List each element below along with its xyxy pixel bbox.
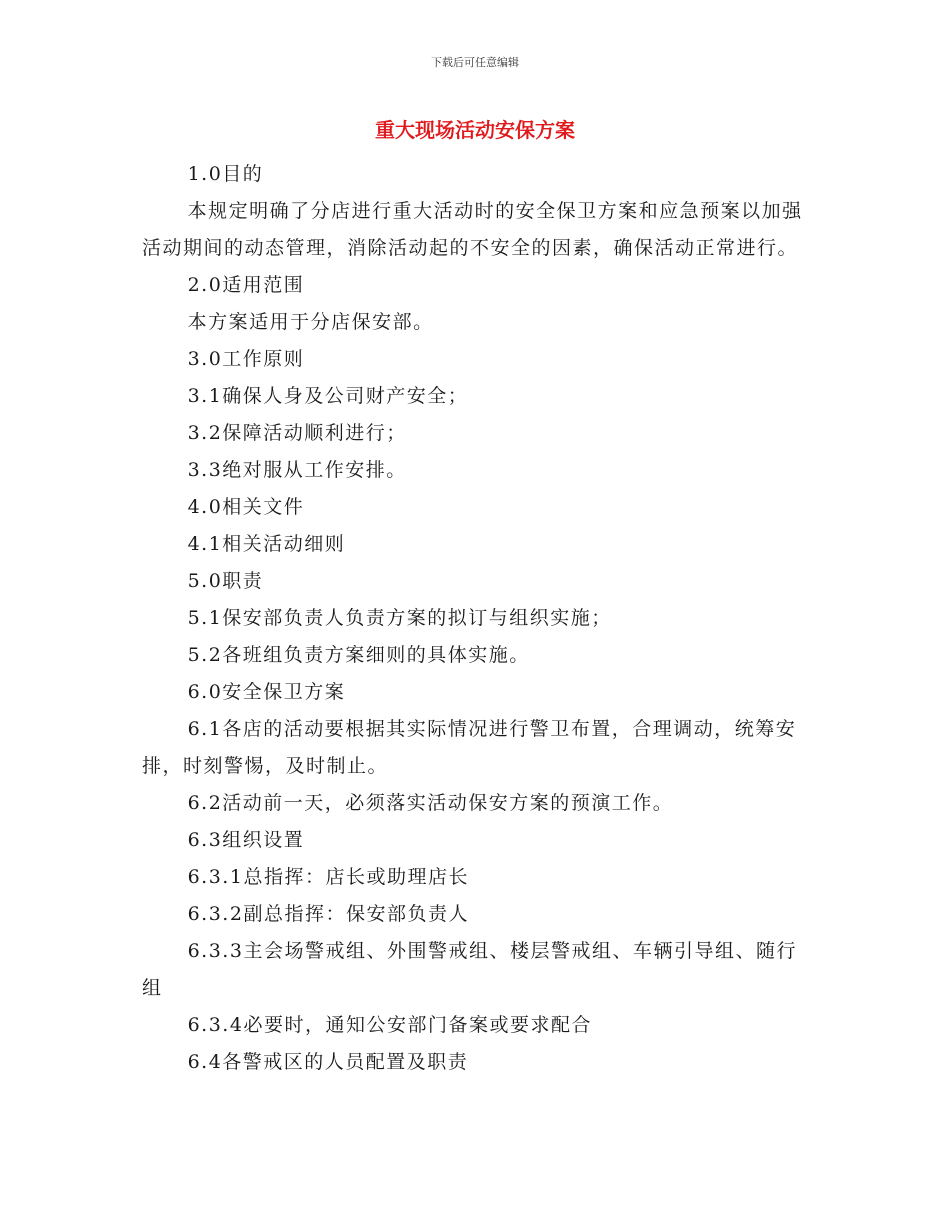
section-heading-related-docs: 4.0相关文件 <box>187 496 305 518</box>
list-item: 6.2活动前一天，必须落实活动保安方案的预演工作。 <box>187 792 674 814</box>
list-item: 6.3.1总指挥：店长或助理店长 <box>187 866 469 888</box>
list-item: 3.1确保人身及公司财产安全； <box>187 385 469 407</box>
document-body <box>142 156 814 1081</box>
list-item: 6.3.3主会场警戒组、外围警戒组、楼层警戒组、车辆引导组、随行组 <box>142 940 797 999</box>
paragraph-scope: 本方案适用于分店保安部。 <box>187 311 434 333</box>
section-heading-security-plan: 6.0安全保卫方案 <box>187 681 346 703</box>
list-item: 6.3.2副总指挥：保安部负责人 <box>187 903 469 925</box>
section-heading-scope: 2.0适用范围 <box>187 274 305 296</box>
list-item: 3.2保障活动顺利进行； <box>187 422 407 444</box>
list-item: 5.2各班组负责方案细则的具体实施。 <box>187 644 530 666</box>
list-item: 5.1保安部负责人负责方案的拟订与组织实施； <box>187 607 612 629</box>
list-item: 6.1各店的活动要根据其实际情况进行警卫布置，合理调动，统筹安排，时刻警惕，及时制止。 <box>142 718 797 777</box>
section-heading-principles: 3.0工作原则 <box>187 348 305 370</box>
list-item: 6.3组织设置 <box>187 829 305 851</box>
list-item: 6.4各警戒区的人员配置及职责 <box>187 1051 469 1073</box>
list-item: 6.3.4必要时，通知公安部门备案或要求配合 <box>187 1014 592 1036</box>
paragraph-purpose: 本规定明确了分店进行重大活动时的安全保卫方案和应急预案以加强活动期间的动态管理，消除活动起的不安全的因素，确保活动正常进行。 <box>142 200 803 259</box>
header-note: 下载后可任意编辑 <box>431 56 519 69</box>
section-heading-purpose: 1.0目的 <box>187 163 264 185</box>
list-item: 4.1相关活动细则 <box>187 533 346 555</box>
document-title: 重大现场活动安保方案 <box>375 118 575 142</box>
list-item: 3.3绝对服从工作安排。 <box>187 459 407 481</box>
section-heading-responsibilities: 5.0职责 <box>187 570 264 592</box>
